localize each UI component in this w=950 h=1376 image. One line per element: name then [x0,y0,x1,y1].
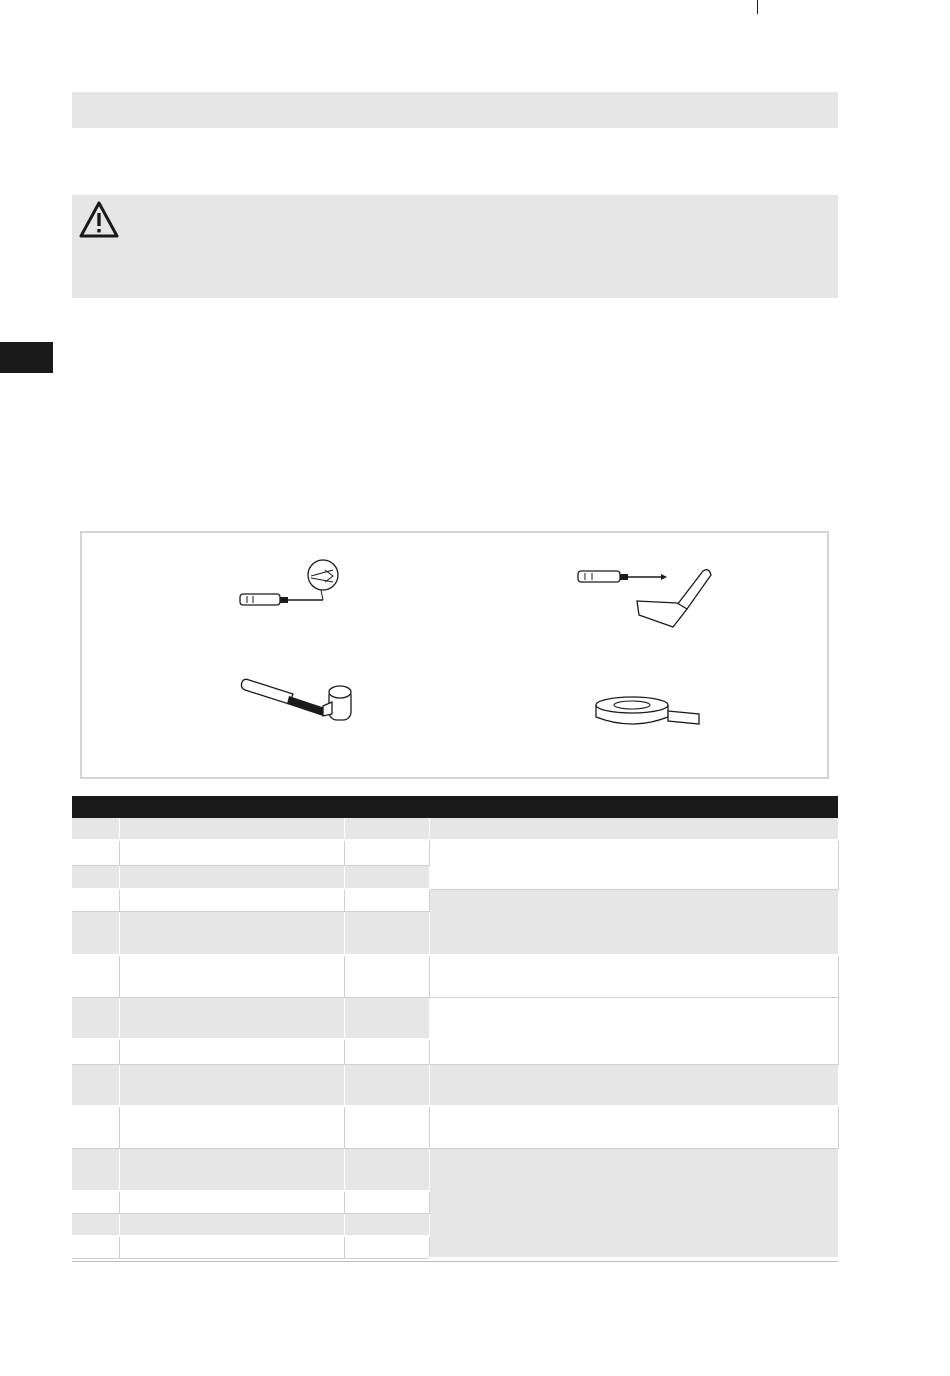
language-side-tab [0,342,53,373]
table-cell [72,889,119,911]
table-cell [119,1236,344,1258]
table-cell [119,1148,344,1191]
table-cell [72,997,119,1039]
warning-box [72,195,838,298]
table-cell [72,911,119,955]
table-cell [72,1064,119,1106]
table-cell [429,1064,838,1106]
column-header [119,796,344,818]
table-cell [344,865,429,889]
table-cell [344,818,429,840]
table-cell [429,955,838,997]
table-row [72,840,838,865]
table-cell [344,911,429,955]
table-cell [119,865,344,889]
table-cell [119,1064,344,1106]
table-cell [344,1148,429,1191]
table-cell [72,818,119,840]
table-cell [344,997,429,1039]
parts-table [72,796,839,1259]
table-row [72,1106,838,1148]
table-cell [72,1213,119,1236]
table-cell [119,1213,344,1236]
table-cell [429,997,838,1064]
table-cell [119,889,344,911]
table-cell [72,1191,119,1213]
hammer-icon [237,668,367,733]
table-cell [344,840,429,865]
table-cell [429,840,838,889]
phillips-screwdriver-icon [237,558,347,615]
table-cell [72,1236,119,1258]
table-cell [72,955,119,997]
table-cell [72,1039,119,1064]
table-cell [344,1213,429,1236]
table-cell [344,1236,429,1258]
table-cell [119,1191,344,1213]
flat-screwdriver-icon [575,563,715,638]
table-row [72,889,838,911]
table-cell [344,1106,429,1148]
insulating-tape-icon [587,693,707,738]
page-top-rule [0,0,758,14]
table-row [72,1064,838,1106]
table-cell [119,1039,344,1064]
table-cell [119,818,344,840]
table-cell [429,818,838,840]
table-header-row [72,796,838,818]
warning-triangle-icon [77,200,121,240]
table-cell [119,955,344,997]
table-cell [344,955,429,997]
table-cell [119,1106,344,1148]
table-cell [429,1106,838,1148]
table-cell [344,1039,429,1064]
table-row [72,818,838,840]
table-cell [119,911,344,955]
table-cell [344,889,429,911]
column-header [344,796,429,818]
table-cell [344,1064,429,1106]
table-cell [429,1148,838,1258]
table-cell [429,889,838,955]
column-header [429,796,838,818]
table-cell [119,997,344,1039]
table-row [72,955,838,997]
tools-figure [80,531,829,779]
table-cell [72,1148,119,1191]
table-cell [72,865,119,889]
table-cell [119,840,344,865]
table-row [72,997,838,1039]
table-cell [344,1191,429,1213]
table-cell [72,840,119,865]
table-bottom-rule [72,1261,838,1262]
table-row [72,1148,838,1191]
table-cell [72,1106,119,1148]
section-header-band [72,92,838,128]
column-header [72,796,119,818]
